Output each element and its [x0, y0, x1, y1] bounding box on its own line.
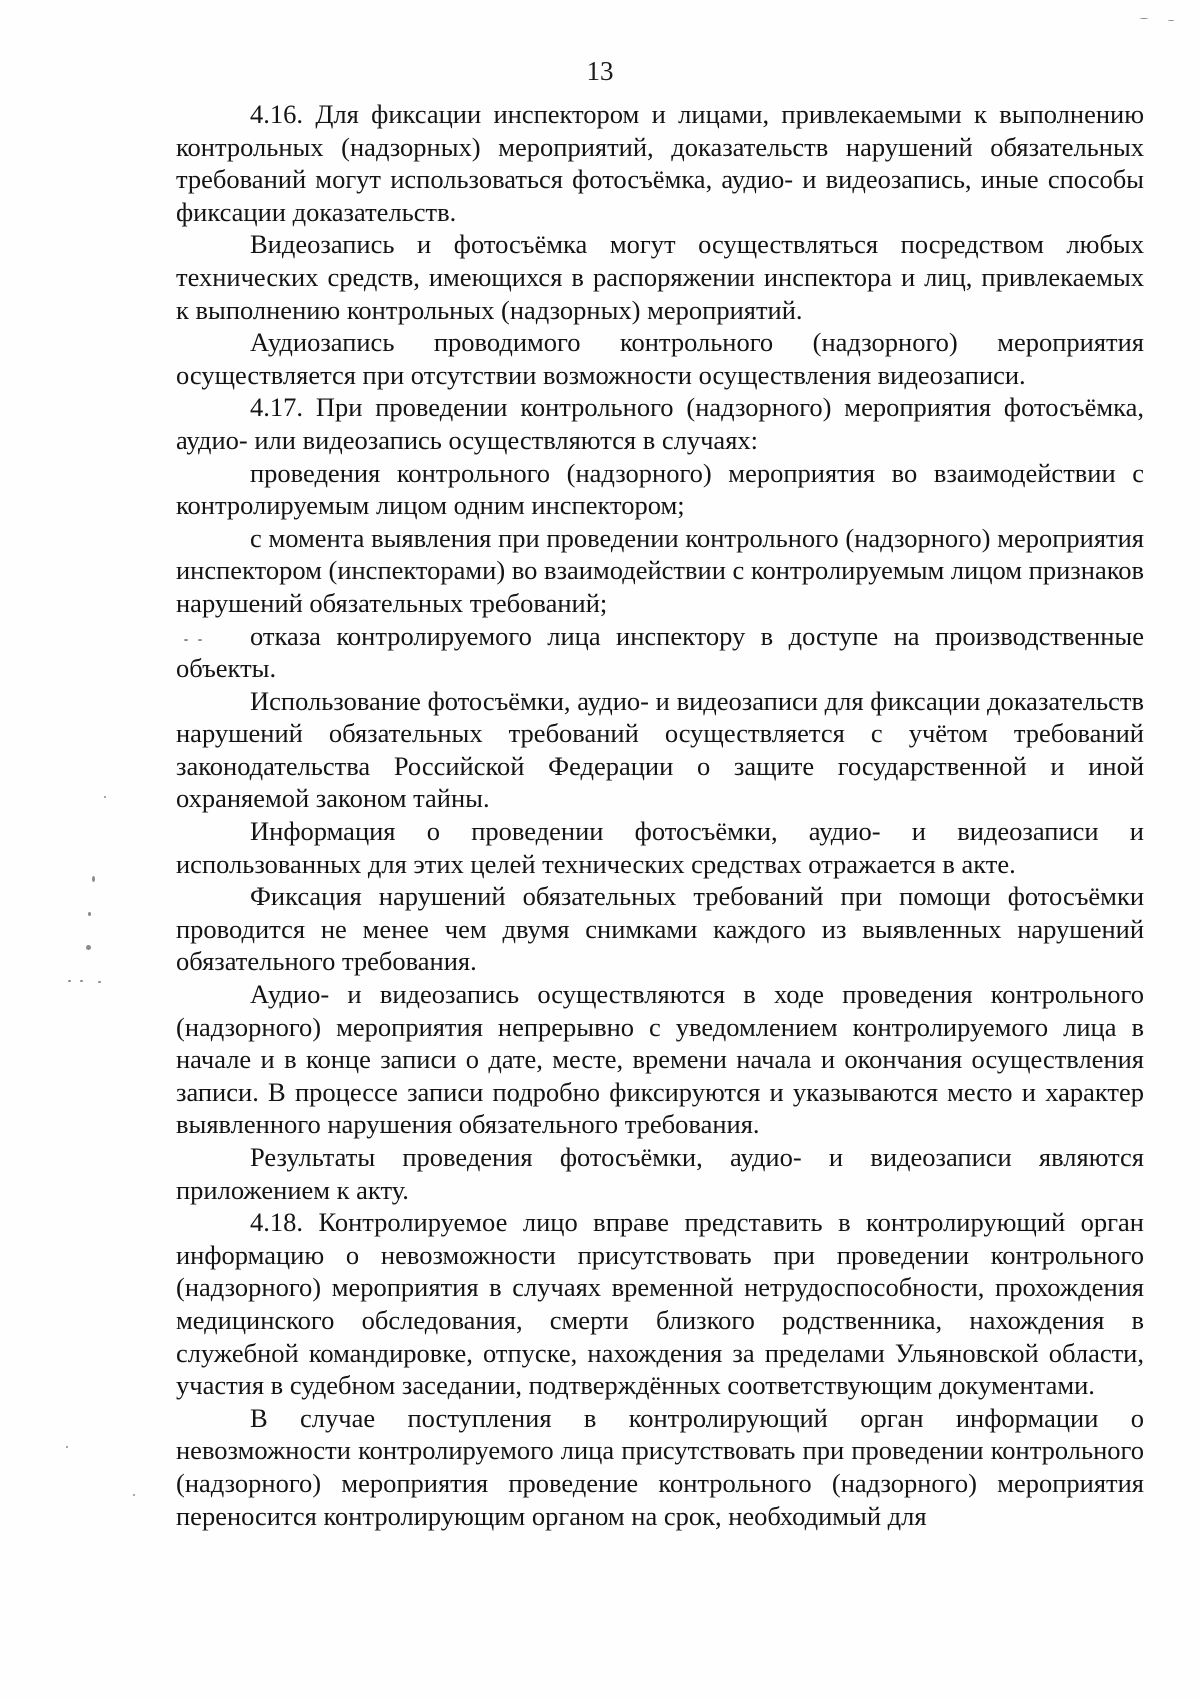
- paragraph-case-violation-detected: с момента выявления при проведении контрольного (надзорного) мероприятия инспектором (инспекторами) во взаимодействии с контролируемым лицом признаков нарушений обязательных требований;: [176, 522, 1144, 618]
- paragraph-use-of-recording: Использование фотосъёмки, аудио- и видеозаписи для фиксации доказательств нарушений обязательных требований осуществляется с учётом требований законодательства Российской Федерации о защите государственной и иной охраняемой законом тайны.: [176, 685, 1144, 814]
- paragraph-information-in-act: Информация о проведении фотосъёмки, аудио- и видеозаписи и использованных для этих целей технических средствах отражается в акте.: [176, 816, 1144, 879]
- scan-speck: [133, 1494, 135, 1496]
- paragraph-results-annex: Результаты проведения фотосъёмки, аудио- и видеозаписи являются приложением к акту.: [176, 1142, 1144, 1205]
- scan-speck: [92, 876, 95, 882]
- paragraph-video-photo: Видеозапись и фотосъёмка могут осуществляться посредством любых технических средств, имеющихся в распоряжении инспектора и лиц, привлекаемых к выполнению контрольных (надзорных) мероприятий.: [176, 229, 1144, 325]
- paragraph-4-18: 4.18. Контролируемое лицо вправе представить в контролирующий орган информацию о невозможности присутствовать при проведении контрольного (надзорного) мероприятия в случаях временной нетрудоспособности, прохождения медицинского обследования, смерти близкого родственника, нахождения в служебной командировке, отпуске, нахождения за пределами Ульяновской области, участия в судебном заседании, подтверждённых соответствующим документами.: [176, 1207, 1144, 1401]
- paragraph-case-access-refusal: отказа контролируемого лица инспектору в доступе на производственные объекты.: [176, 620, 1144, 684]
- page-number: 13: [586, 56, 614, 86]
- paragraph-4-17: 4.17. При проведении контрольного (надзорного) мероприятия фотосъёмка, аудио- или видеозапись осуществляются в случаях:: [176, 392, 1144, 455]
- paragraph-continuous-recording: Аудио- и видеозапись осуществляются в ходе проведения контрольного (надзорного) мероприятия непрерывно с уведомлением контролируемого лица в начале и в конце записи о дате, месте, времени начала и окончания осуществления записи. В процессе записи подробно фиксируются и указываются место и характер выявленного нарушения обязательного требования.: [176, 979, 1144, 1140]
- scan-speck: [1168, 20, 1174, 21]
- paragraph-audio: Аудиозапись проводимого контрольного (надзорного) мероприятия осуществляется при отсутствии возможности осуществления видеозаписи.: [176, 327, 1144, 390]
- document-body: [176, 98, 1144, 1532]
- scan-speck: [184, 639, 188, 641]
- scan-speck: [80, 980, 83, 982]
- scan-speck: [86, 945, 91, 950]
- scan-speck: [68, 980, 71, 982]
- scan-speck: [1140, 18, 1148, 19]
- paragraph-two-shots: Фиксация нарушений обязательных требований при помощи фотосъёмки проводится не менее чем двумя снимками каждого из выявленных нарушений обязательного требования.: [176, 881, 1144, 977]
- paragraph-case-one-inspector: проведения контрольного (надзорного) мероприятия во взаимодействии с контролируемым лицом одним инспектором;: [176, 457, 1144, 521]
- paragraph-postponement: В случае поступления в контролирующий орган информации о невозможности контролируемого лица присутствовать при проведении контрольного (надзорного) мероприятия проведение контрольного (надзорного) мероприятия переносится контролирующим органом на срок, необходимый для: [176, 1402, 1144, 1531]
- scan-speck: [98, 981, 101, 983]
- scan-speck: [88, 912, 91, 916]
- scan-speck: [66, 1446, 68, 1448]
- paragraph-4-16: 4.16. Для фиксации инспектором и лицами, привлекаемыми к выполнению контрольных (надзорных) мероприятий, доказательств нарушений обязательных требований могут использоваться фотосъёмка, аудио- и видеозапись, иные способы фиксации доказательств.: [176, 99, 1144, 227]
- scan-speck: [104, 796, 106, 798]
- scan-speck: [198, 639, 202, 641]
